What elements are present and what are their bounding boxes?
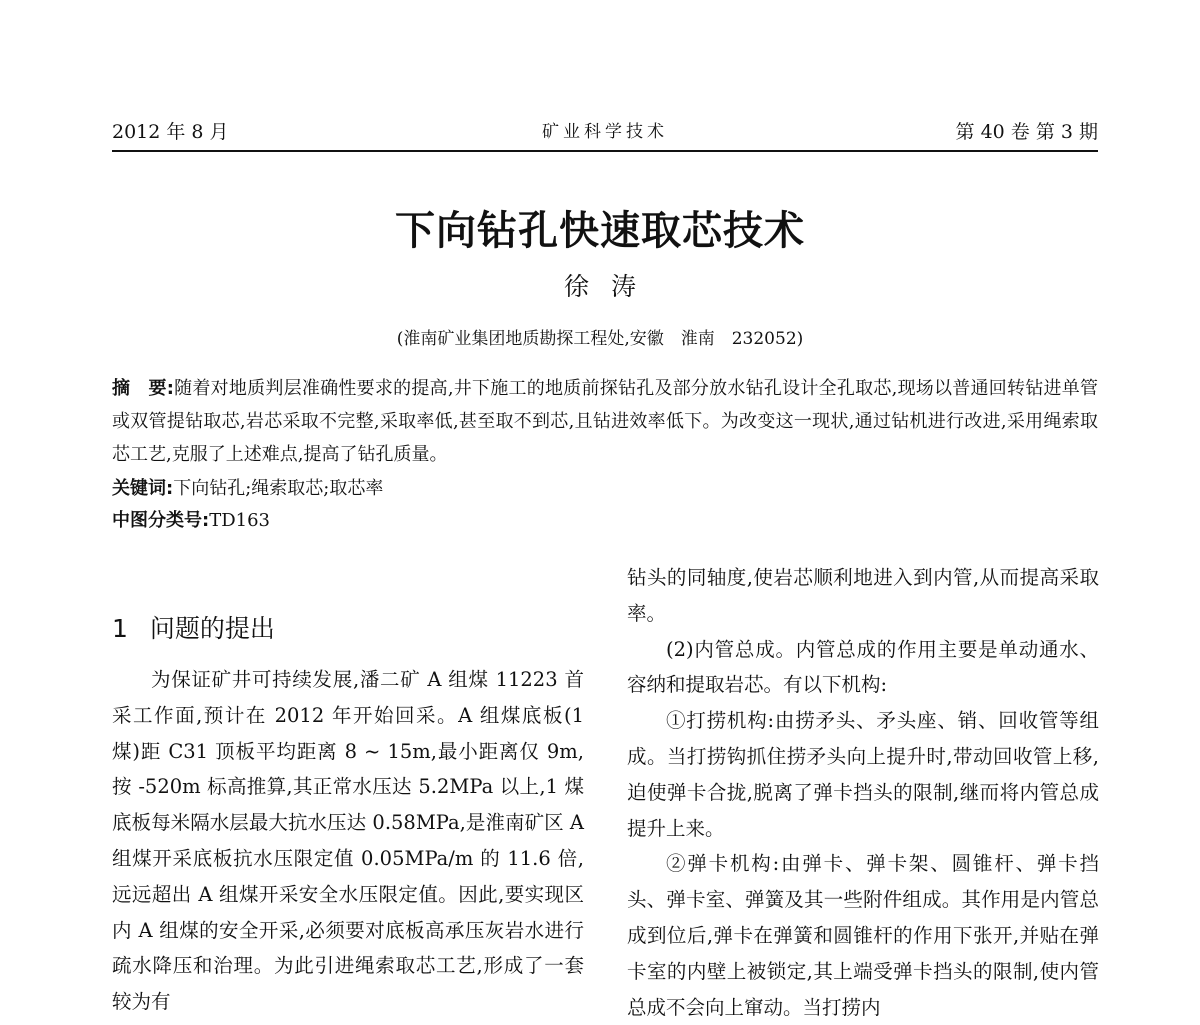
body-paragraph: (2)内管总成。内管总成的作用主要是单动通水、容纳和提取岩芯。有以下机构:	[627, 637, 1099, 697]
keywords-label: 关键词:	[112, 478, 174, 499]
classification-number	[112, 506, 270, 536]
volume-issue: 第 40 卷 第 3 期	[955, 121, 1098, 143]
clc-label: 中图分类号:	[112, 510, 210, 531]
body-paragraph-left: 为保证矿井可持续发展,潘二矿 A 组煤 11223 首采工作面,预计在 2012 年开始回采。A 组煤底板(1 煤)距 C31 顶板平均距离 8 ~ 15m,最小距离仅 9m,按 -520m 标高推算,其正常水压达 5.2MPa 以上,1 煤底板每米隔水层最大抗水压达 0.58MPa,是淮南矿区 A 组煤开采底板抗水压限定值 0.05MPa/m 的 11.6 倍,远远超出 A 组煤开采安全水压限定值。因此,要实现区内 A 组煤的安全开采,必须要对底板高承压灰岩水进行疏水降压和治理。为此引进绳索取芯工艺,形成了一套较为有	[112, 668, 584, 1014]
section-title: 问题的提出	[149, 614, 275, 643]
journal-name: 矿业科学技术	[542, 122, 668, 142]
section-heading	[112, 612, 275, 646]
author-name: 徐涛	[563, 272, 658, 301]
clc-text: TD163	[209, 510, 270, 531]
running-header	[112, 116, 1098, 152]
abstract-text: 随着对地质判层准确性要求的提高,井下施工的地质前探钻孔及部分放水钻孔设计全孔取芯,现场以普通回转钻进单管或双管提钻取芯,岩芯采取不完整,采取率低,甚至取不到芯,且钻进效率低下。为改变这一现状,通过钻机进行改进,采用绳索取芯工艺,克服了上述难点,提高了钻孔质量。	[112, 378, 1098, 465]
abstract-label: 摘 要:	[112, 378, 174, 399]
keywords-text: 下向钻孔;绳索取芯;取芯率	[173, 478, 384, 499]
author-affiliation: (淮南矿业集团地质勘探工程处,安徽 淮南 232052)	[396, 329, 804, 349]
issue-date: 2012 年 8 月	[112, 121, 229, 143]
paper-title: 下向钻孔快速取芯技术	[395, 208, 805, 254]
keywords	[112, 474, 383, 504]
abstract	[112, 372, 1098, 471]
body-paragraph: ②弹卡机构:由弹卡、弹卡架、圆锥杆、弹卡挡头、弹卡室、弹簧及其一些附件组成。其作用是内管总成到位后,弹卡在弹簧和圆锥杆的作用下张开,并贴在弹卡室的内壁上被锁定,其上端受弹卡挡头的限制,使内管总成不会向上窜动。当打捞内	[627, 852, 1099, 1019]
body-column-right	[627, 560, 1099, 1019]
section-number: 1	[112, 614, 128, 643]
body-paragraph: ①打捞机构:由捞矛头、矛头座、销、回收管等组成。当打捞钩抓住捞矛头向上提升时,带动回收管上移,迫使弹卡合拢,脱离了弹卡挡头的限制,继而将内管总成提升上来。	[627, 709, 1099, 840]
body-paragraph: 钻头的同轴度,使岩芯顺利地进入到内管,从而提高采取率。	[627, 566, 1099, 625]
